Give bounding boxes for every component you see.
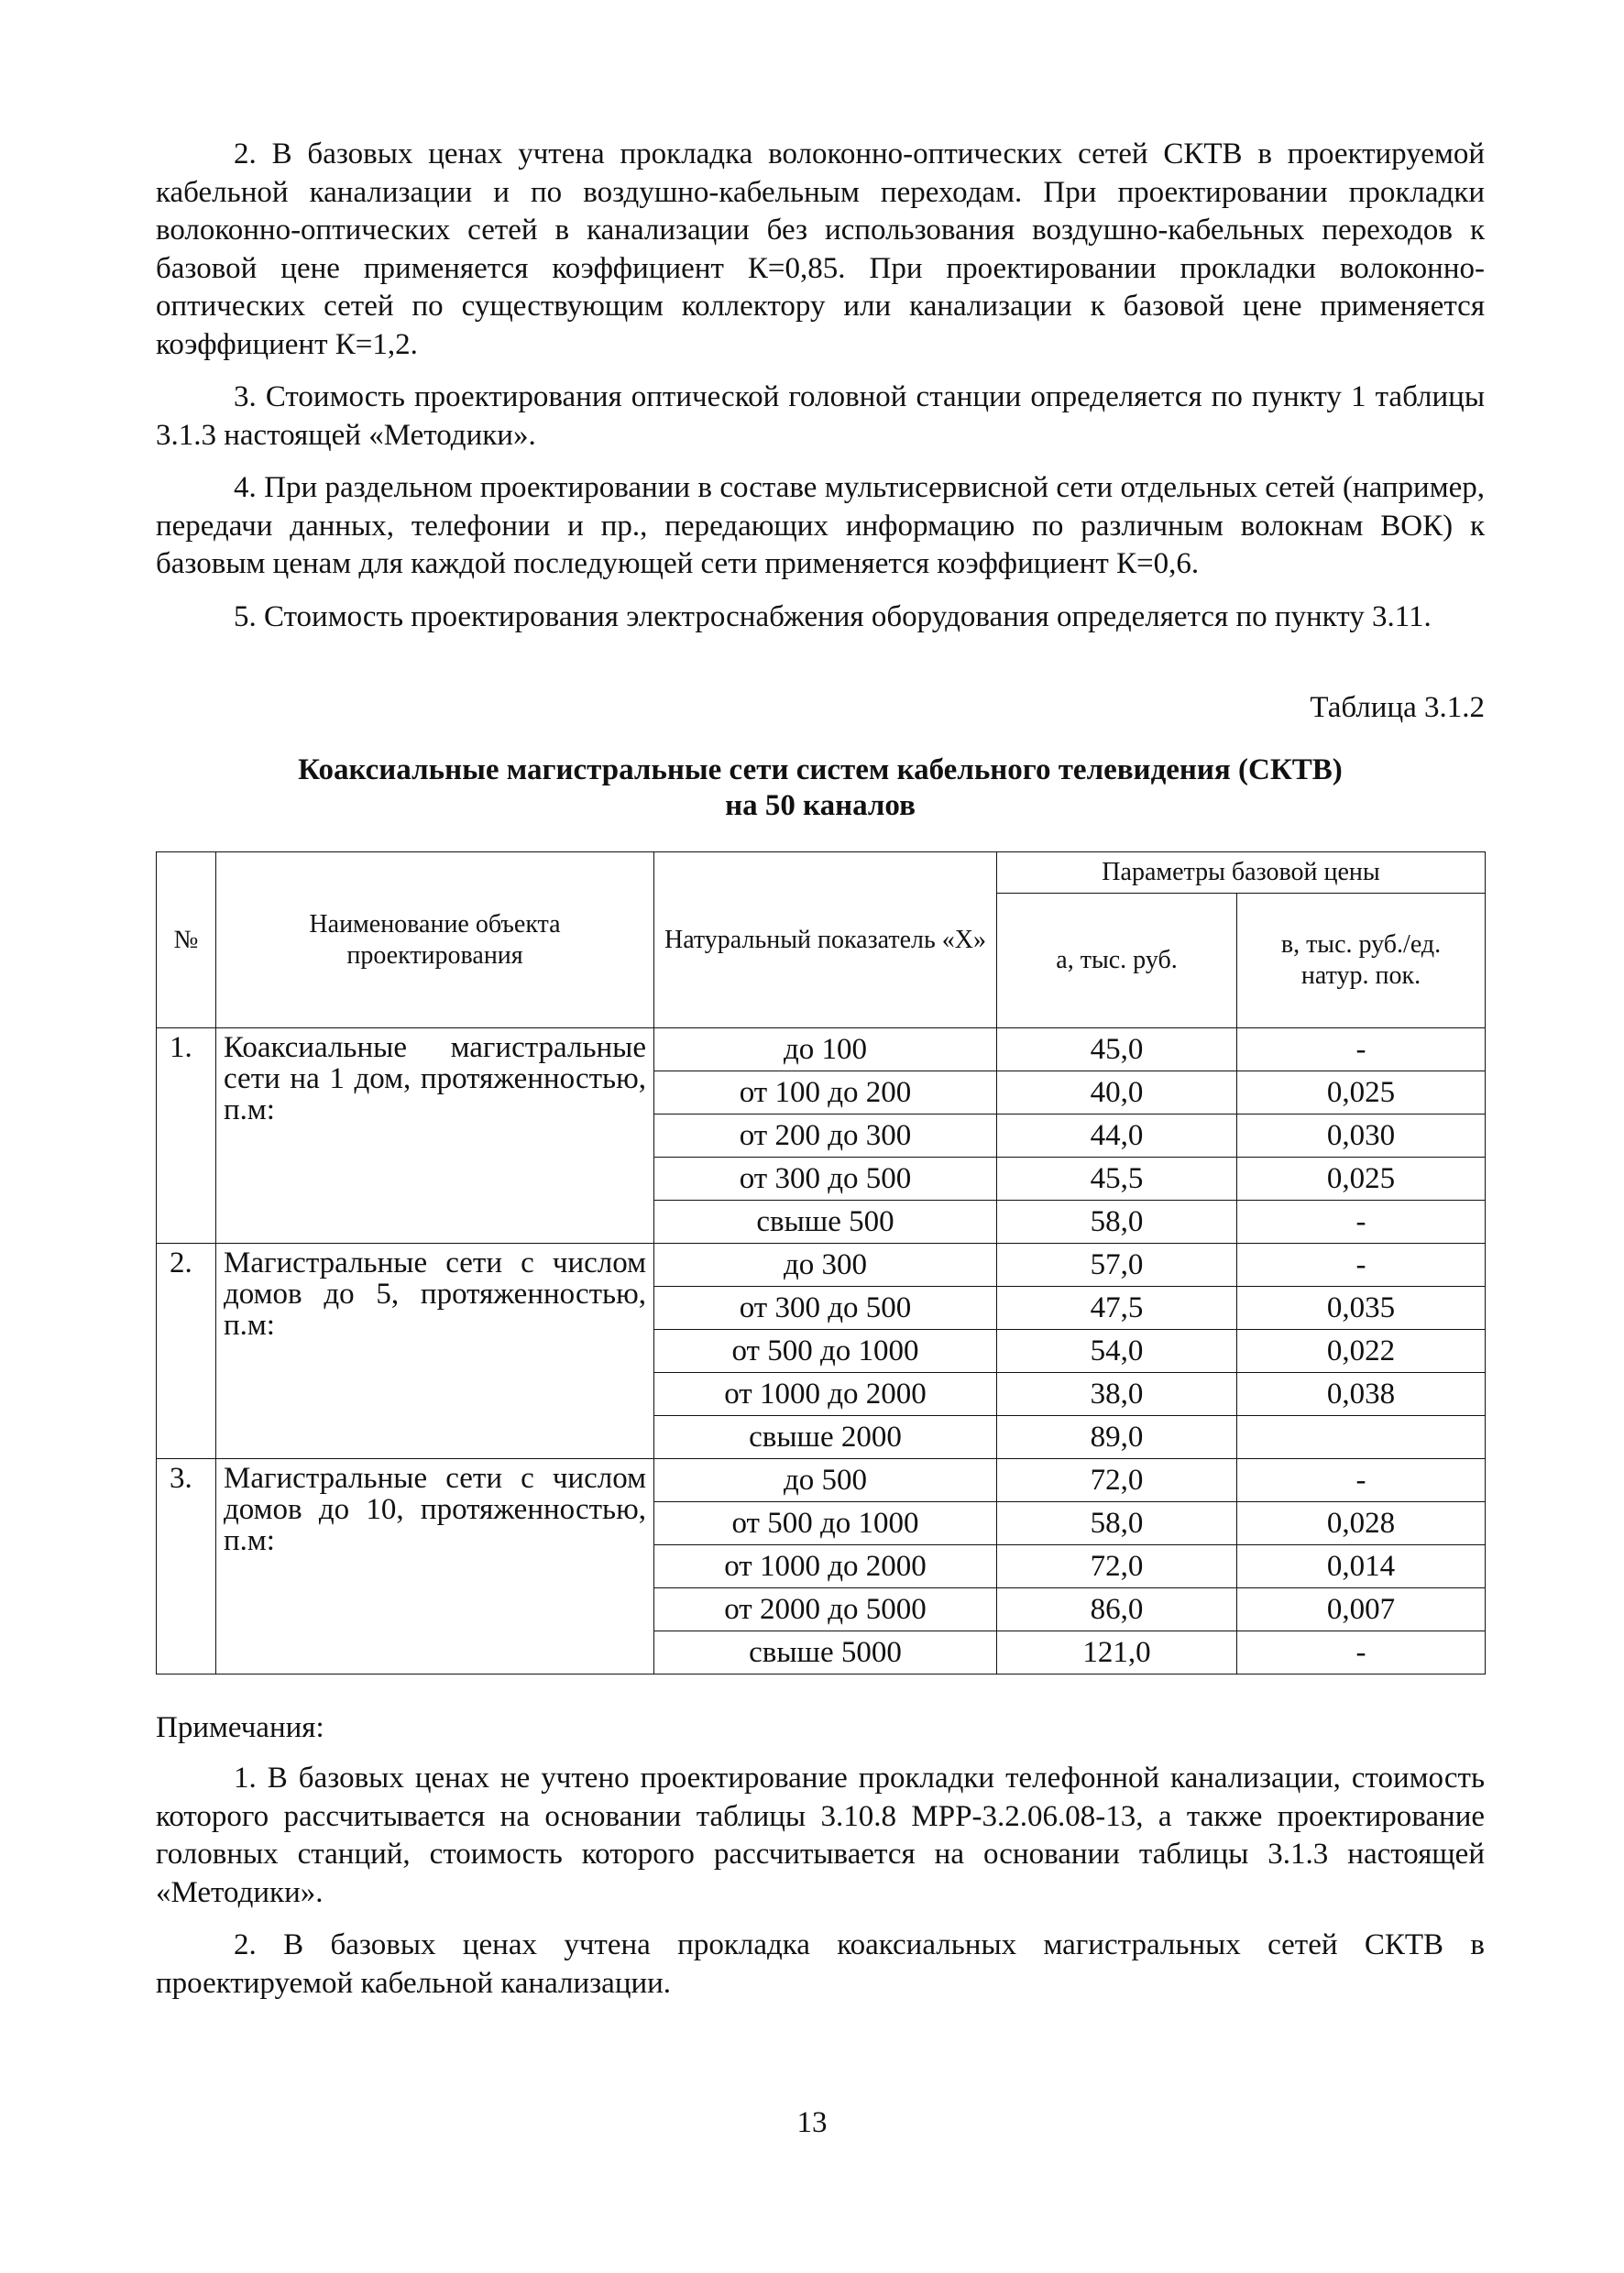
param-b-value <box>1237 1416 1486 1459</box>
table-body <box>157 1028 1486 1675</box>
object-name: Коаксиальные магистральные сети на 1 дом, протяженностью, п.м: <box>216 1028 654 1244</box>
table-row <box>157 1244 1486 1287</box>
header-indicator: Натуральный показатель «X» <box>654 852 997 1028</box>
param-a-value: 47,5 <box>997 1287 1237 1330</box>
notes <box>156 1760 1485 2003</box>
param-a-value: 86,0 <box>997 1588 1237 1631</box>
indicator-value: от 2000 до 5000 <box>654 1588 997 1631</box>
indicator-value: от 200 до 300 <box>654 1115 997 1158</box>
table-row <box>157 1459 1486 1502</box>
table-label: Таблица 3.1.2 <box>1310 691 1485 724</box>
paragraph-4: 4. При раздельном проектировании в составе мультисервисной сети отдельных сетей (например, передачи данных, телефонии и пр., передающих информацию по различным волокнам ВОК) к базовым ценам для каждой последующей сети применяется коэффициент К=0,6. <box>156 471 1485 580</box>
param-a-value: 72,0 <box>997 1459 1237 1502</box>
object-name: Магистральные сети с числом домов до 5, протяженностью, п.м: <box>216 1244 654 1459</box>
paragraph-2: 2. В базовых ценах учтена прокладка волоконно-оптических сетей СКТВ в проектируемой кабельной канализации и по воздушно-кабельным переходам. При проектировании прокладки волоконно-оптических сетей в канализации без использования воздушно-кабельных переходов к базовой цене применяется коэффициент К=0,85. При проектировании прокладки волоконно-оптических сетей по существующим коллектору или канализации к базовой цене применяется коэффициент К=1,2. <box>156 137 1485 361</box>
header-params: Параметры базовой цены <box>997 852 1486 894</box>
indicator-value: от 1000 до 2000 <box>654 1373 997 1416</box>
param-a-value: 54,0 <box>997 1330 1237 1373</box>
param-b-value: - <box>1237 1631 1486 1675</box>
param-a-value: 40,0 <box>997 1071 1237 1115</box>
note-1: 1. В базовых ценах не учтено проектирование прокладки телефонной канализации, стоимость которого рассчитывается на основании таблицы 3.10.8 МРР-3.2.06.08-13, а также проектирование головных станций, стоимость которого рассчитывается на основании таблицы 3.1.3 настоящей «Методики». <box>156 1762 1485 1909</box>
param-b-value: 0,022 <box>1237 1330 1486 1373</box>
indicator-value: от 500 до 1000 <box>654 1502 997 1545</box>
object-name: Магистральные сети с числом домов до 10, протяженностью, п.м: <box>216 1459 654 1675</box>
table-title <box>156 752 1485 824</box>
paragraph-5: 5. Стоимость проектирования электроснабжения оборудования определяется по пункту 3.11. <box>234 599 1432 633</box>
param-a-value: 57,0 <box>997 1244 1237 1287</box>
price-table <box>156 851 1486 1675</box>
row-number: 3. <box>157 1459 216 1675</box>
param-a-value: 38,0 <box>997 1373 1237 1416</box>
param-a-value: 58,0 <box>997 1502 1237 1545</box>
table-title-line2: на 50 каналов <box>725 789 916 822</box>
param-b-value: 0,030 <box>1237 1115 1486 1158</box>
header-num: № <box>157 852 216 1028</box>
header-name: Наименование объекта проектирования <box>216 852 654 1028</box>
param-a-value: 45,0 <box>997 1028 1237 1071</box>
param-b-value: - <box>1237 1201 1486 1244</box>
param-b-value: 0,035 <box>1237 1287 1486 1330</box>
indicator-value: свыше 5000 <box>654 1631 997 1675</box>
indicator-value: от 300 до 500 <box>654 1158 997 1201</box>
param-a-value: 44,0 <box>997 1115 1237 1158</box>
indicator-value: до 500 <box>654 1459 997 1502</box>
paragraph-3: 3. Стоимость проектирования оптической головной станции определяется по пункту 1 таблицы 3.1.3 настоящей «Методики». <box>156 380 1485 452</box>
table-title-line1: Коаксиальные магистральные сети систем кабельного телевидения (СКТВ) <box>298 753 1343 786</box>
param-b-value: 0,007 <box>1237 1588 1486 1631</box>
param-b-value: 0,028 <box>1237 1502 1486 1545</box>
header-a: а, тыс. руб. <box>997 894 1237 1028</box>
indicator-value: свыше 2000 <box>654 1416 997 1459</box>
indicator-value: от 100 до 200 <box>654 1071 997 1115</box>
indicator-value: свыше 500 <box>654 1201 997 1244</box>
param-a-value: 89,0 <box>997 1416 1237 1459</box>
page-content <box>156 136 1485 2003</box>
note-2: 2. В базовых ценах учтена прокладка коаксиальных магистральных сетей СКТВ в проектируемой кабельной канализации. <box>156 1928 1485 2000</box>
param-a-value: 121,0 <box>997 1631 1237 1675</box>
indicator-value: от 300 до 500 <box>654 1287 997 1330</box>
param-b-value: - <box>1237 1028 1486 1071</box>
indicator-value: от 500 до 1000 <box>654 1330 997 1373</box>
row-number: 1. <box>157 1028 216 1244</box>
indicator-value: до 100 <box>654 1028 997 1071</box>
param-b-value: 0,038 <box>1237 1373 1486 1416</box>
param-a-value: 58,0 <box>997 1201 1237 1244</box>
param-b-value: - <box>1237 1244 1486 1287</box>
param-a-value: 45,5 <box>997 1158 1237 1201</box>
indicator-value: до 300 <box>654 1244 997 1287</box>
param-b-value: - <box>1237 1459 1486 1502</box>
param-b-value: 0,025 <box>1237 1158 1486 1201</box>
row-number: 2. <box>157 1244 216 1459</box>
page-number: 13 <box>796 2106 828 2139</box>
param-b-value: 0,025 <box>1237 1071 1486 1115</box>
table-row <box>157 1028 1486 1071</box>
header-b: в, тыс. руб./ед. натур. пок. <box>1237 894 1486 1028</box>
indicator-value: от 1000 до 2000 <box>654 1545 997 1588</box>
param-a-value: 72,0 <box>997 1545 1237 1588</box>
notes-title: Примечания: <box>156 1711 324 1744</box>
param-b-value: 0,014 <box>1237 1545 1486 1588</box>
